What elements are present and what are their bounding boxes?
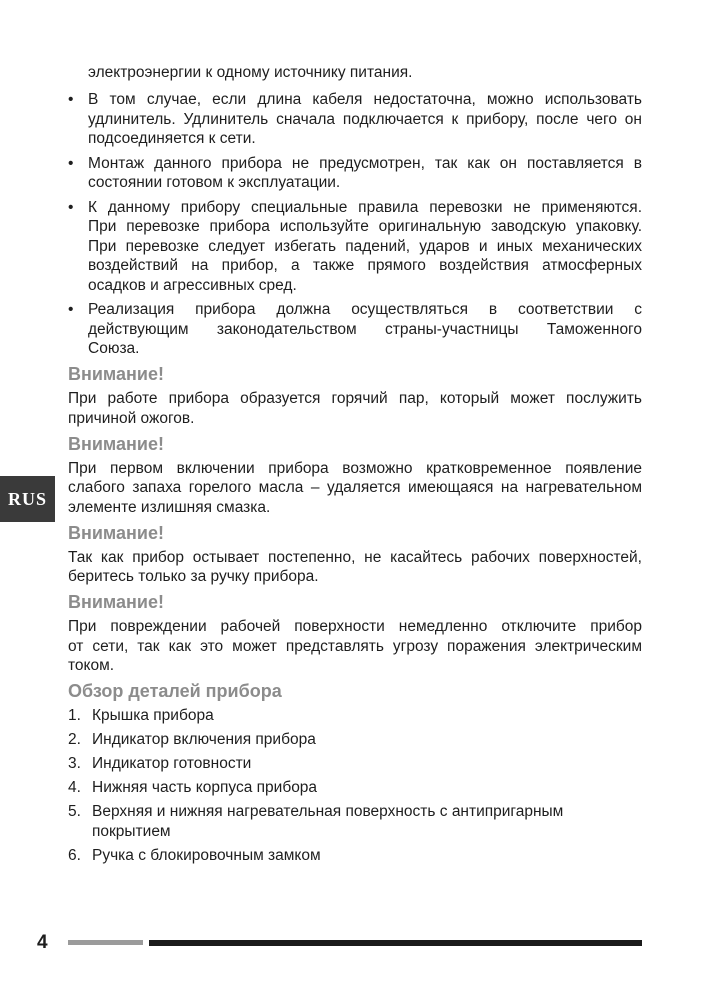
part-number: 4. (68, 779, 81, 796)
bullet-text-line: состоянии готовом к эксплуатации. (88, 174, 341, 191)
bullet-text-line: удлинитель. Удлинитель сначала подключается к прибору, после чего он (88, 110, 642, 128)
bullet-text-line: К данному прибору специальные правила перевозки не применяются. (88, 198, 642, 216)
warning-text (68, 459, 642, 518)
parts-list-item (68, 802, 642, 841)
warning-text (68, 548, 642, 587)
bullet-marker: • (68, 198, 74, 216)
part-name: Нижняя часть корпуса прибора (92, 779, 318, 796)
part-number: 6. (68, 846, 81, 864)
warning-heading: Внимание! (68, 522, 164, 543)
warning-text-line: При повреждении рабочей поверхности немедленно отключите прибор (68, 618, 642, 635)
warning-heading: Внимание! (68, 433, 164, 454)
bullet-item (68, 300, 642, 359)
bullet-marker: • (68, 154, 74, 172)
bullet-marker: • (68, 301, 74, 318)
warning-text-line: током. (68, 657, 115, 674)
warning-text-line: беритесь только за ручку прибора. (68, 568, 319, 585)
part-name: Верхняя и нижняя нагревательная поверхность с антипригарным (92, 803, 564, 820)
page-content (68, 63, 642, 865)
bullet-marker: • (68, 91, 74, 108)
language-tab-label: RUS (7, 488, 47, 509)
bullet-text-line: воздействий на прибор, а также прямого воздействия атмосферных (88, 257, 642, 274)
bullet-item (68, 198, 642, 296)
bullet-text-line: действующим законодательством страны-участницы Таможенного (88, 320, 642, 338)
warning-text-line: от сети, так как это может представлять угрозу поражения электрическим (68, 637, 642, 655)
part-number: 5. (68, 803, 81, 820)
warning-block (68, 592, 642, 676)
footer-gray-bar (68, 940, 143, 945)
parts-list-item (68, 846, 642, 866)
warning-block (68, 523, 642, 587)
footer-black-bar (149, 940, 642, 946)
bullet-item (68, 154, 642, 193)
bullet-text-line: подсоединяется к сети. (88, 130, 256, 147)
page-number: 4 (37, 932, 48, 953)
bullet-text-line: При перевозке следует избегать падений, ударов и иных механических (88, 237, 642, 255)
bullet-text-line: Союза. (88, 340, 140, 357)
parts-list-item (68, 754, 642, 774)
continued-text-line: электроэнергии к одному источнику питания. (88, 64, 413, 81)
warning-text-line: При работе прибора образуется горячий пар, который может послужить (68, 390, 642, 407)
warning-text-line: Так как прибор остывает постепенно, не касайтесь рабочих поверхностей, (68, 548, 642, 566)
warning-heading: Внимание! (68, 364, 164, 384)
part-name: Ручка с блокировочным замком (92, 846, 321, 864)
bullet-text-line: Монтаж данного прибора не предусмотрен, так как он поставляется в (88, 154, 642, 172)
part-name: покрытием (92, 822, 171, 840)
warning-text (68, 389, 642, 428)
part-name: Индикатор готовности (92, 755, 252, 772)
warning-text (68, 617, 642, 676)
part-number: 2. (68, 731, 81, 748)
warning-text-line: слабого запаха горелого масла – удаляется имеющаяся на нагревательном (68, 479, 642, 496)
warning-text-line: причиной ожогов. (68, 409, 195, 427)
language-tab (0, 476, 55, 522)
parts-list-item (68, 730, 642, 750)
bullet-text-line: осадков и агрессивных сред. (88, 276, 297, 294)
warning-heading: Внимание! (68, 592, 164, 612)
warning-text-line: При первом включении прибора возможно кратковременное появление (68, 459, 642, 477)
parts-list-item (68, 706, 642, 726)
warning-block (68, 364, 642, 428)
part-number: 1. (68, 707, 81, 724)
parts-overview-section (68, 681, 642, 865)
part-name: Крышка прибора (92, 707, 214, 724)
parts-list-item (68, 778, 642, 798)
parts-list (68, 706, 642, 865)
bullet-text-line: При перевозке прибора используйте оригинальную заводскую упаковку. (88, 218, 642, 235)
bullet-item (68, 90, 642, 149)
part-name: Индикатор включения прибора (92, 731, 316, 748)
warning-block (68, 434, 642, 518)
bullet-text-line: Реализация прибора должна осуществляться в соответствии с (88, 301, 642, 318)
warning-text-line: элементе излишняя смазка. (68, 498, 271, 516)
bullet-list (68, 90, 642, 359)
continued-paragraph (68, 63, 642, 83)
parts-overview-heading: Обзор деталей прибора (68, 681, 282, 701)
part-number: 3. (68, 755, 81, 772)
bullet-text-line: В том случае, если длина кабеля недостаточна, можно использовать (88, 91, 642, 108)
